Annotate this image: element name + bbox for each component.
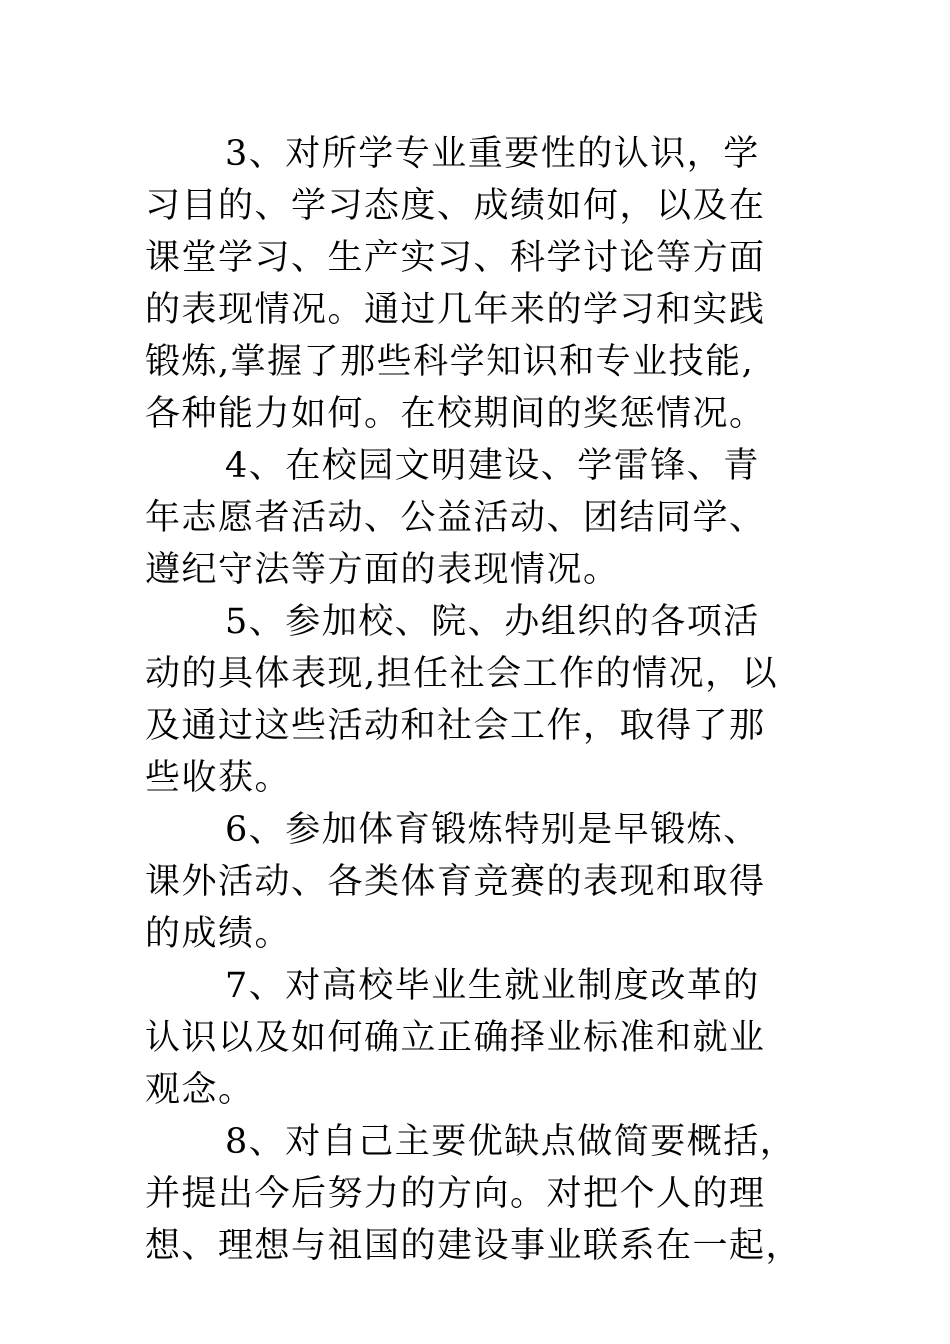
text-line: 遵纪守法等方面的表现情况。 [145,550,620,590]
document-page [145,128,815,1272]
text-line: 观念。 [145,1070,255,1110]
text-line: 及通过这些活动和社会工作，取得了那 [145,706,766,746]
text-line: 课堂学习、生产实习、科学讨论等方面 [145,238,766,278]
text-line: 7、对高校毕业生就业制度改革的 [225,966,760,1006]
text-line: 认识以及如何确立正确择业标准和就业 [145,1018,766,1058]
paragraph-8 [145,1116,815,1272]
paragraph-4 [145,440,815,596]
text-line: 年志愿者活动、公益活动、团结同学、 [145,498,766,538]
text-line: 4、在校园文明建设、学雷锋、青 [225,446,760,486]
text-line: 的表现情况。通过几年来的学习和实践 [145,290,766,330]
text-line: 课外活动、各类体育竞赛的表现和取得 [145,862,766,902]
text-line: 些收获。 [145,758,292,798]
paragraph-5 [145,596,815,804]
paragraph-3 [145,128,815,440]
text-line: 锻炼,掌握了那些科学知识和专业技能, [145,342,755,382]
text-line: 8、对自己主要优缺点做简要概括， [225,1122,797,1162]
text-line: 各种能力如何。在校期间的奖惩情况。 [145,394,766,434]
paragraph-7 [145,960,815,1116]
paragraph-6 [145,804,815,960]
text-line: 动的具体表现,担任社会工作的情况，以 [145,654,779,694]
text-line: 想、理想与祖国的建设事业联系在一起， [145,1226,803,1266]
text-line: 习目的、学习态度、成绩如何，以及在 [145,186,766,226]
text-line: 并提出今后努力的方向。对把个人的理 [145,1174,766,1214]
text-line: 的成绩。 [145,914,292,954]
text-line: 3、对所学专业重要性的认识，学 [225,134,760,174]
text-line: 5、参加校、院、办组织的各项活 [225,602,760,642]
text-line: 6、参加体育锻炼特别是早锻炼、 [225,810,760,850]
